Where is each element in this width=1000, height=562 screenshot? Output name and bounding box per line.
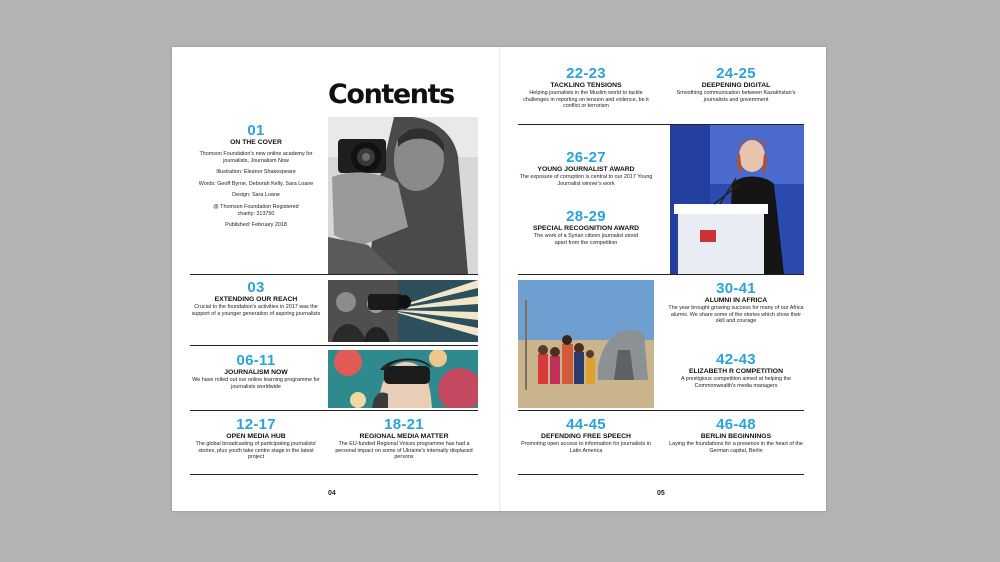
- cover-illustration-credit: Illustration: Eleanor Shakespeare: [216, 169, 296, 176]
- contents-entry-journalism-now[interactable]: [190, 353, 322, 390]
- entry-description: The EU-funded Regional Voices programme has had a personal impact on some of Ukraine's internally displaced persons: [335, 441, 473, 461]
- entry-heading: ON THE COVER: [230, 139, 282, 146]
- cover-charity: @ Thomson Foundation Registered charity: 313750: [213, 203, 299, 217]
- contents-entry-tackling-tensions[interactable]: [518, 66, 654, 110]
- entry-heading: DEEPENING DIGITAL: [701, 82, 771, 89]
- cover-published: Published: February 2018: [225, 222, 287, 229]
- page-title: Contents: [328, 79, 454, 110]
- divider-rule: [518, 474, 804, 475]
- entry-heading: ELIZABETH R COMPETITION: [688, 368, 784, 375]
- entry-page-number: 18-21: [384, 416, 424, 433]
- entry-heading: REGIONAL MEDIA MATTER: [359, 433, 449, 440]
- contents-entry-special-recognition-award[interactable]: [518, 209, 654, 246]
- camera-crew-illustration: [328, 280, 478, 342]
- contents-entry-regional-media-matter[interactable]: [334, 417, 474, 461]
- entry-page-number: 46-48: [716, 416, 756, 433]
- divider-rule: [190, 274, 478, 275]
- cover-photo: [328, 117, 478, 274]
- entry-description: The year brought growing success for many of our Africa alumni. We share some of the stories which show their skill and courage: [668, 305, 804, 325]
- entry-page-number: 03: [247, 279, 265, 296]
- entry-page-number: 30-41: [716, 280, 756, 297]
- entry-page-number: 42-43: [716, 351, 756, 368]
- entry-page-number: 01: [247, 122, 265, 139]
- divider-rule: [518, 274, 804, 275]
- entry-heading: BERLIN BEGINNINGS: [700, 433, 772, 440]
- divider-rule: [518, 124, 804, 125]
- contents-entry-alumni-in-africa[interactable]: [668, 281, 804, 325]
- entry-page-number: 28-29: [566, 208, 606, 225]
- entry-description: Crucial to the foundation's activities in 2017 was the support of a younger generation of aspiring journalists: [191, 304, 321, 317]
- entry-description: Helping journalists in the Muslim world to tackle challenges in reporting on tension and violence, be it conflict or terrorism: [523, 90, 649, 110]
- entry-description: Smoothing communication between Kazakhstan's journalists and government: [676, 90, 796, 103]
- entry-heading: SPECIAL RECOGNITION AWARD: [532, 225, 640, 232]
- entry-page-number: 22-23: [566, 65, 606, 82]
- contents-entry-deepening-digital[interactable]: [668, 66, 804, 103]
- divider-rule: [190, 410, 478, 411]
- divider-rule: [518, 410, 804, 411]
- entry-description: A prestigious competition aimed at helping the Commonwealth's media managers: [681, 376, 791, 389]
- entry-page-number: 12-17: [236, 416, 276, 433]
- entry-heading: TACKLING TENSIONS: [550, 82, 622, 89]
- entry-page-number: 26-27: [566, 149, 606, 166]
- entry-heading: JOURNALISM NOW: [224, 369, 288, 376]
- entry-description: The work of a Syrian citizen journalist stood apart from the competition: [534, 233, 638, 246]
- vr-headset-illustration: [328, 350, 478, 408]
- award-speaker-photo: [670, 124, 804, 274]
- contents-entry-young-journalist-award[interactable]: [518, 150, 654, 187]
- page-number-right: 05: [657, 490, 665, 497]
- entry-description: We have rolled out our online learning programme for journalists worldwide: [192, 377, 320, 390]
- cover-words-credit: Words: Geoff Byrne, Deborah Kelly, Sara Loane: [198, 180, 314, 187]
- entry-description: Laying the foundations for a presence in the heart of the German capital, Berlin: [669, 441, 803, 454]
- contents-entry-elizabeth-r-competition[interactable]: [668, 352, 804, 389]
- entry-heading: ALUMNI IN AFRICA: [704, 297, 768, 304]
- entry-page-number: 44-45: [566, 416, 606, 433]
- entry-description: Promoting open access to information for journalists in Latin America: [521, 441, 651, 454]
- entry-heading: YOUNG JOURNALIST AWARD: [537, 166, 635, 173]
- entry-description: Thomson Foundation's new online academy for journalists, Journalism Now: [199, 151, 313, 164]
- children-camp-photo: [518, 280, 654, 408]
- contents-entry-defending-free-speech[interactable]: [518, 417, 654, 454]
- contents-entry-open-media-hub[interactable]: [190, 417, 322, 461]
- page-number-left: 04: [328, 490, 336, 497]
- entry-description: The exposure of corruption is central to our 2017 Young Journalist winner's work: [519, 174, 653, 187]
- contents-entry-extending-our-reach[interactable]: [190, 280, 322, 317]
- cover-design-credit: Design: Sara Loane: [232, 192, 280, 199]
- page-gutter: [499, 47, 501, 511]
- divider-rule: [190, 345, 478, 346]
- divider-rule: [190, 474, 478, 475]
- entry-heading: OPEN MEDIA HUB: [226, 433, 286, 440]
- entry-page-number: 06-11: [236, 352, 276, 369]
- entry-description: The global broadcasting of participating journalists' stories, plus youth take centre stage in the latest project: [195, 441, 317, 461]
- entry-heading: EXTENDING OUR REACH: [214, 296, 298, 303]
- contents-entry-berlin-beginnings[interactable]: [668, 417, 804, 454]
- entry-heading: DEFENDING FREE SPEECH: [541, 433, 631, 440]
- contents-entry-cover[interactable]: [190, 123, 322, 229]
- entry-page-number: 24-25: [716, 65, 756, 82]
